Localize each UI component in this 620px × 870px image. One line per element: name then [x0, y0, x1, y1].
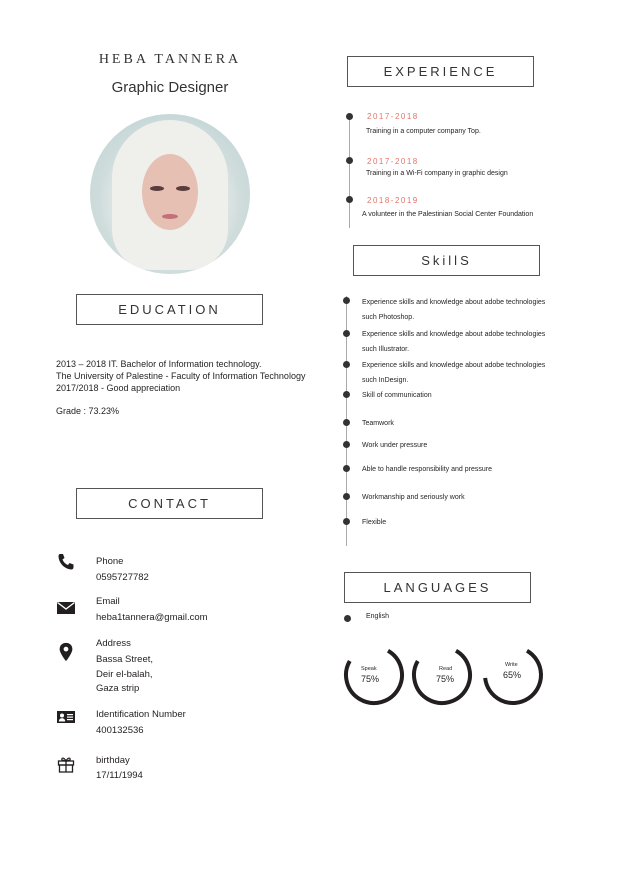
- skill-item: Workmanship and seriously work: [362, 494, 465, 501]
- read-value: 75%: [436, 674, 455, 684]
- birthday-value: 17/11/1994: [96, 770, 143, 781]
- education-line: The University of Palestine - Faculty of Information Technology: [56, 371, 306, 381]
- location-pin-icon: [56, 642, 76, 662]
- language-dot: [344, 615, 351, 622]
- read-label: Read: [439, 666, 453, 672]
- skill-line: Experience skills and knowledge about adobe technologies: [362, 362, 546, 369]
- timeline-dot: [343, 441, 350, 448]
- resume-role: Graphic Designer: [111, 79, 229, 96]
- id-label: Identification Number: [96, 709, 186, 720]
- experience-item: A volunteer in the Palestinian Social Center Foundation: [362, 211, 534, 218]
- timeline-dot: [343, 419, 350, 426]
- experience-item: Training in a Wi-Fi company in graphic design: [366, 170, 508, 177]
- experience-heading: EXPERIENCE: [347, 56, 534, 87]
- timeline-dot: [346, 196, 353, 203]
- read-gauge: [411, 644, 473, 706]
- phone-value: 0595727782: [96, 572, 149, 583]
- skill-item: [362, 358, 545, 388]
- education-heading: EDUCATION: [76, 294, 263, 325]
- skill-line: such InDesign.: [362, 377, 409, 384]
- experience-timeline: [349, 114, 350, 228]
- experience-year: 2017-2018: [367, 112, 419, 121]
- address-line: Bassa Street,: [96, 654, 154, 665]
- gift-icon: [56, 754, 76, 774]
- skill-item: Teamwork: [362, 420, 394, 427]
- skill-line: Experience skills and knowledge about adobe technologies: [362, 331, 546, 338]
- birthday-label: birthday: [96, 755, 130, 766]
- timeline-dot: [343, 297, 350, 304]
- email-label: Email: [96, 596, 120, 607]
- experience-year: 2018-2019: [367, 196, 419, 205]
- write-label: Write: [505, 662, 518, 668]
- contact-heading: CONTACT: [76, 488, 263, 519]
- timeline-dot: [343, 391, 350, 398]
- timeline-dot: [343, 465, 350, 472]
- education-details: [56, 358, 305, 394]
- timeline-dot: [346, 113, 353, 120]
- experience-item: Training in a computer company Top.: [366, 128, 481, 135]
- speak-gauge: [343, 644, 405, 706]
- skill-item: Work under pressure: [362, 442, 428, 449]
- experience-year: 2017-2018: [367, 157, 419, 166]
- email-icon: [56, 598, 76, 618]
- language-name: English: [366, 613, 389, 620]
- id-card-icon: [56, 707, 76, 727]
- speak-value: 75%: [361, 674, 380, 684]
- education-grade: Grade : 73.23%: [56, 406, 120, 416]
- skill-line: Experience skills and knowledge about adobe technologies: [362, 299, 546, 306]
- resume-name: HEBA TANNERA: [98, 52, 242, 67]
- skills-heading: SkillS: [353, 245, 540, 276]
- skill-line: such Illustrator.: [362, 346, 410, 353]
- skill-line: such Photoshop.: [362, 314, 415, 321]
- skill-item: Skill of communication: [362, 392, 432, 399]
- timeline-dot: [343, 493, 350, 500]
- address-line: Deir el-balah,: [96, 668, 153, 680]
- skill-item: Able to handle responsibility and pressure: [362, 466, 492, 473]
- skill-item: Flexible: [362, 519, 387, 526]
- id-value: 400132536: [96, 725, 144, 736]
- address-value: [96, 653, 153, 697]
- address-label: Address: [96, 638, 131, 649]
- email-value: heba1tannera@gmail.com: [96, 612, 208, 623]
- timeline-dot: [343, 361, 350, 368]
- timeline-dot: [343, 330, 350, 337]
- timeline-dot: [346, 157, 353, 164]
- phone-icon: [56, 552, 76, 572]
- timeline-dot: [343, 518, 350, 525]
- address-line: Gaza strip: [96, 683, 140, 694]
- education-line: 2013 – 2018 IT. Bachelor of Information technology.: [56, 359, 262, 369]
- write-gauge: [482, 644, 544, 706]
- education-line: 2017/2018 - Good appreciation: [56, 383, 181, 393]
- languages-heading: LANGUAGES: [344, 572, 531, 603]
- phone-label: Phone: [96, 556, 124, 567]
- write-value: 65%: [503, 670, 522, 680]
- skill-item: [362, 295, 545, 325]
- speak-label: Speak: [361, 666, 377, 672]
- profile-photo: [90, 114, 250, 274]
- skill-item: [362, 327, 545, 357]
